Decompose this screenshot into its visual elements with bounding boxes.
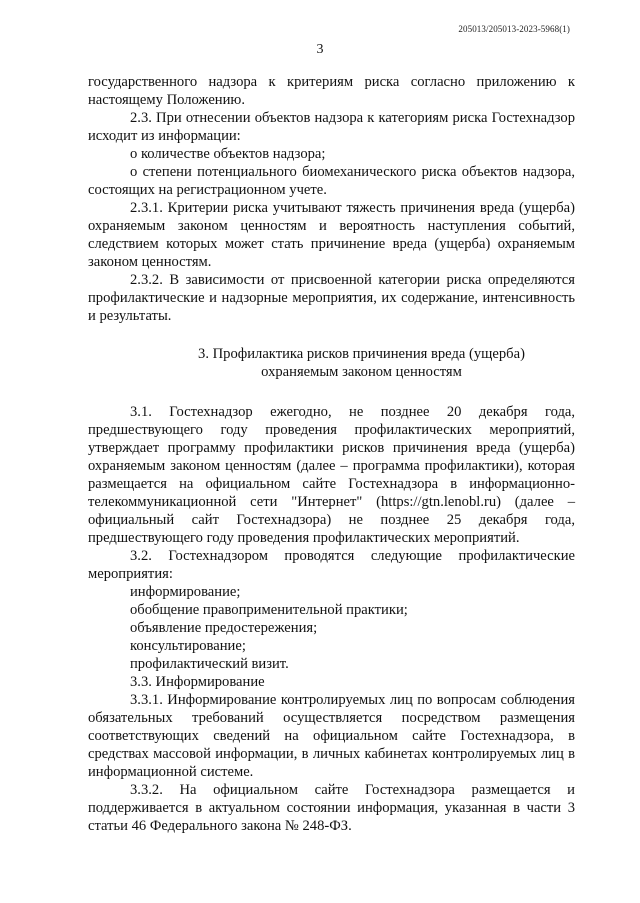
paragraph: консультирование; — [130, 638, 246, 654]
paragraph: о количестве объектов надзора; — [130, 146, 326, 162]
paragraph: 2.3.2. В зависимости от присвоенной категории риска определяются профилактические и надзорные мероприятия, их содержание, интенсивность и результаты. — [88, 272, 575, 324]
section-heading — [88, 345, 575, 381]
paragraphs-bottom — [88, 403, 575, 835]
section-heading-line2: охраняемым законом ценностям — [261, 364, 462, 380]
section-heading-line1: 3. Профилактика рисков причинения вреда (ущерба) — [198, 346, 525, 362]
paragraph: государственного надзора к критериям риска согласно приложению к настоящему Положению. — [88, 74, 575, 108]
paragraph: 3.2. Гостехнадзором проводятся следующие профилактические мероприятия: — [88, 548, 575, 582]
paragraph: о степени потенциального биомеханического риска объектов надзора, состоящих на регистрационном учете. — [88, 164, 575, 198]
document-id: 205013/205013-2023-5968(1) — [458, 24, 570, 34]
paragraph: обобщение правоприменительной практики; — [130, 602, 408, 618]
paragraph: 3.3.2. На официальном сайте Гостехнадзора размещается и поддерживается в актуальном состоянии информация, указанная в части 3 статьи 46 Федерального закона № 248-ФЗ. — [88, 782, 575, 834]
paragraph: объявление предостережения; — [130, 620, 318, 636]
paragraph: информирование; — [130, 584, 241, 600]
paragraph: 3.3.1. Информирование контролируемых лиц по вопросам соблюдения обязательных требований осуществляется посредством размещения соответствующих сведений на официальном сайте Гостехнадзора, в средствах массовой информации, в личных кабинетах контролируемых лиц в информационной системе. — [88, 692, 575, 780]
paragraphs-top — [88, 73, 575, 325]
paragraph: 3.3. Информирование — [130, 674, 265, 690]
paragraph: 2.3.1. Критерии риска учитывают тяжесть причинения вреда (ущерба) охраняемым законом ценностям и вероятность наступления событий, следствием которых может стать причинение вреда (ущерба) охраняемым законом ценностям. — [88, 200, 575, 270]
paragraph: 3.1. Гостехнадзор ежегодно, не позднее 20 декабря года, предшествующего году проведения профилактических мероприятий, утверждает программу профилактики рисков причинения вреда (ущерба) охраняемым законом ценностям (далее – программа профилактики), которая размещается на официальном сайте Гостехнадзора в информационно-телекоммуникационной сети "Интернет" (https://gtn.lenobl.ru) (далее – официальный сайт Гостехнадзора) не позднее 25 декабря года, предшествующего году проведения профилактических мероприятий. — [88, 404, 575, 546]
document-body — [88, 73, 575, 835]
paragraph: 2.3. При отнесении объектов надзора к категориям риска Гостехнадзор исходит из информации: — [88, 110, 575, 144]
paragraph: профилактический визит. — [130, 656, 289, 672]
page-number: 3 — [316, 42, 324, 57]
